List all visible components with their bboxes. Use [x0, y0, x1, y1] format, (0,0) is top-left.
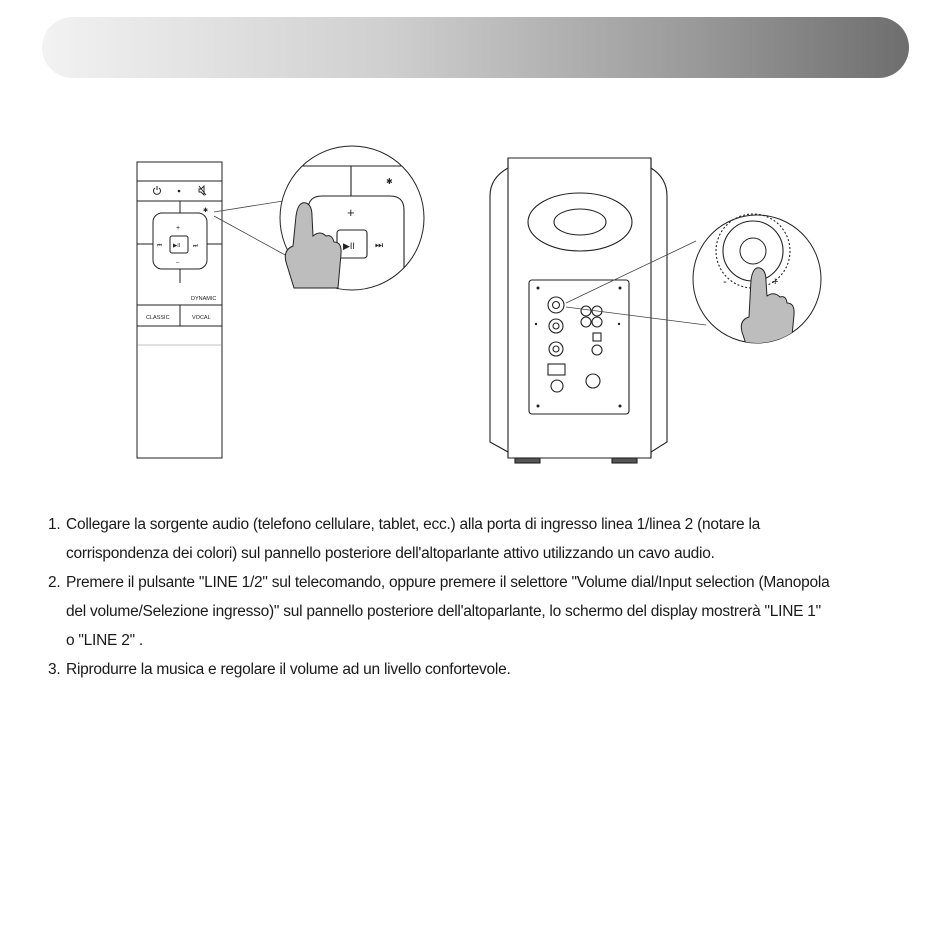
instruction-step-3 — [48, 655, 908, 684]
step-line: o "LINE 2" . — [66, 632, 143, 649]
step-line: corrispondenza dei colori) sul pannello posteriore dell'altoparlante attivo utilizzando un cavo audio. — [66, 545, 715, 562]
step-line: del volume/Selezione ingresso)" sul pannello posteriore dell'altoparlante, lo schermo del display mostrerà "LINE 1" — [66, 603, 821, 620]
remote-dot-icon — [178, 190, 181, 193]
remote-power-icon — [154, 186, 161, 194]
remote-dynamic-label: DYNAMIC — [191, 296, 217, 302]
dial-minus-label: - — [723, 276, 727, 288]
remote-plus-label: + — [176, 225, 181, 232]
remote-bluetooth-icon: ✱ — [203, 208, 209, 214]
remote-zoom-circle — [270, 146, 440, 290]
step-number: 2. — [48, 574, 61, 591]
instruction-step-1 — [48, 510, 908, 568]
zoom-plus-label: + — [347, 205, 355, 220]
remote-callout — [214, 201, 287, 256]
remote-control — [137, 162, 222, 458]
instruction-step-2 — [48, 568, 908, 655]
step-line: Premere il pulsante "LINE 1/2" sul telecomando, oppure premere il selettore "Volume dial/Input selection (Manopola — [66, 574, 830, 591]
zoom-play-pause-icon: ▶II — [343, 241, 355, 251]
remote-next-icon: ⏭ — [193, 243, 198, 249]
remote-classic-label: CLASSIC — [146, 315, 170, 321]
dial-zoom-circle — [693, 214, 821, 356]
step-line: Collegare la sorgente audio (telefono cellulare, tablet, ecc.) alla porta di ingresso linea 1/linea 2 (notare la — [66, 516, 761, 533]
instruction-list — [48, 510, 908, 684]
zoom-next-icon: ⏭ — [375, 240, 384, 250]
remote-mute-icon — [199, 186, 206, 195]
remote-prev-icon: ⏮ — [157, 243, 162, 249]
step-line: Riprodurre la musica e regolare il volume ad un livello confortevole. — [66, 661, 511, 678]
remote-minus-label: – — [176, 260, 180, 266]
dial-plus-label: + — [772, 276, 779, 288]
remote-vocal-label: VOCAL — [192, 315, 211, 321]
step-number: 1. — [48, 516, 61, 533]
speaker-rear — [490, 158, 667, 463]
remote-play-pause-icon: ▶II — [173, 243, 181, 249]
step-number: 3. — [48, 661, 61, 678]
zoom-bluetooth-icon: ✱ — [386, 177, 393, 186]
